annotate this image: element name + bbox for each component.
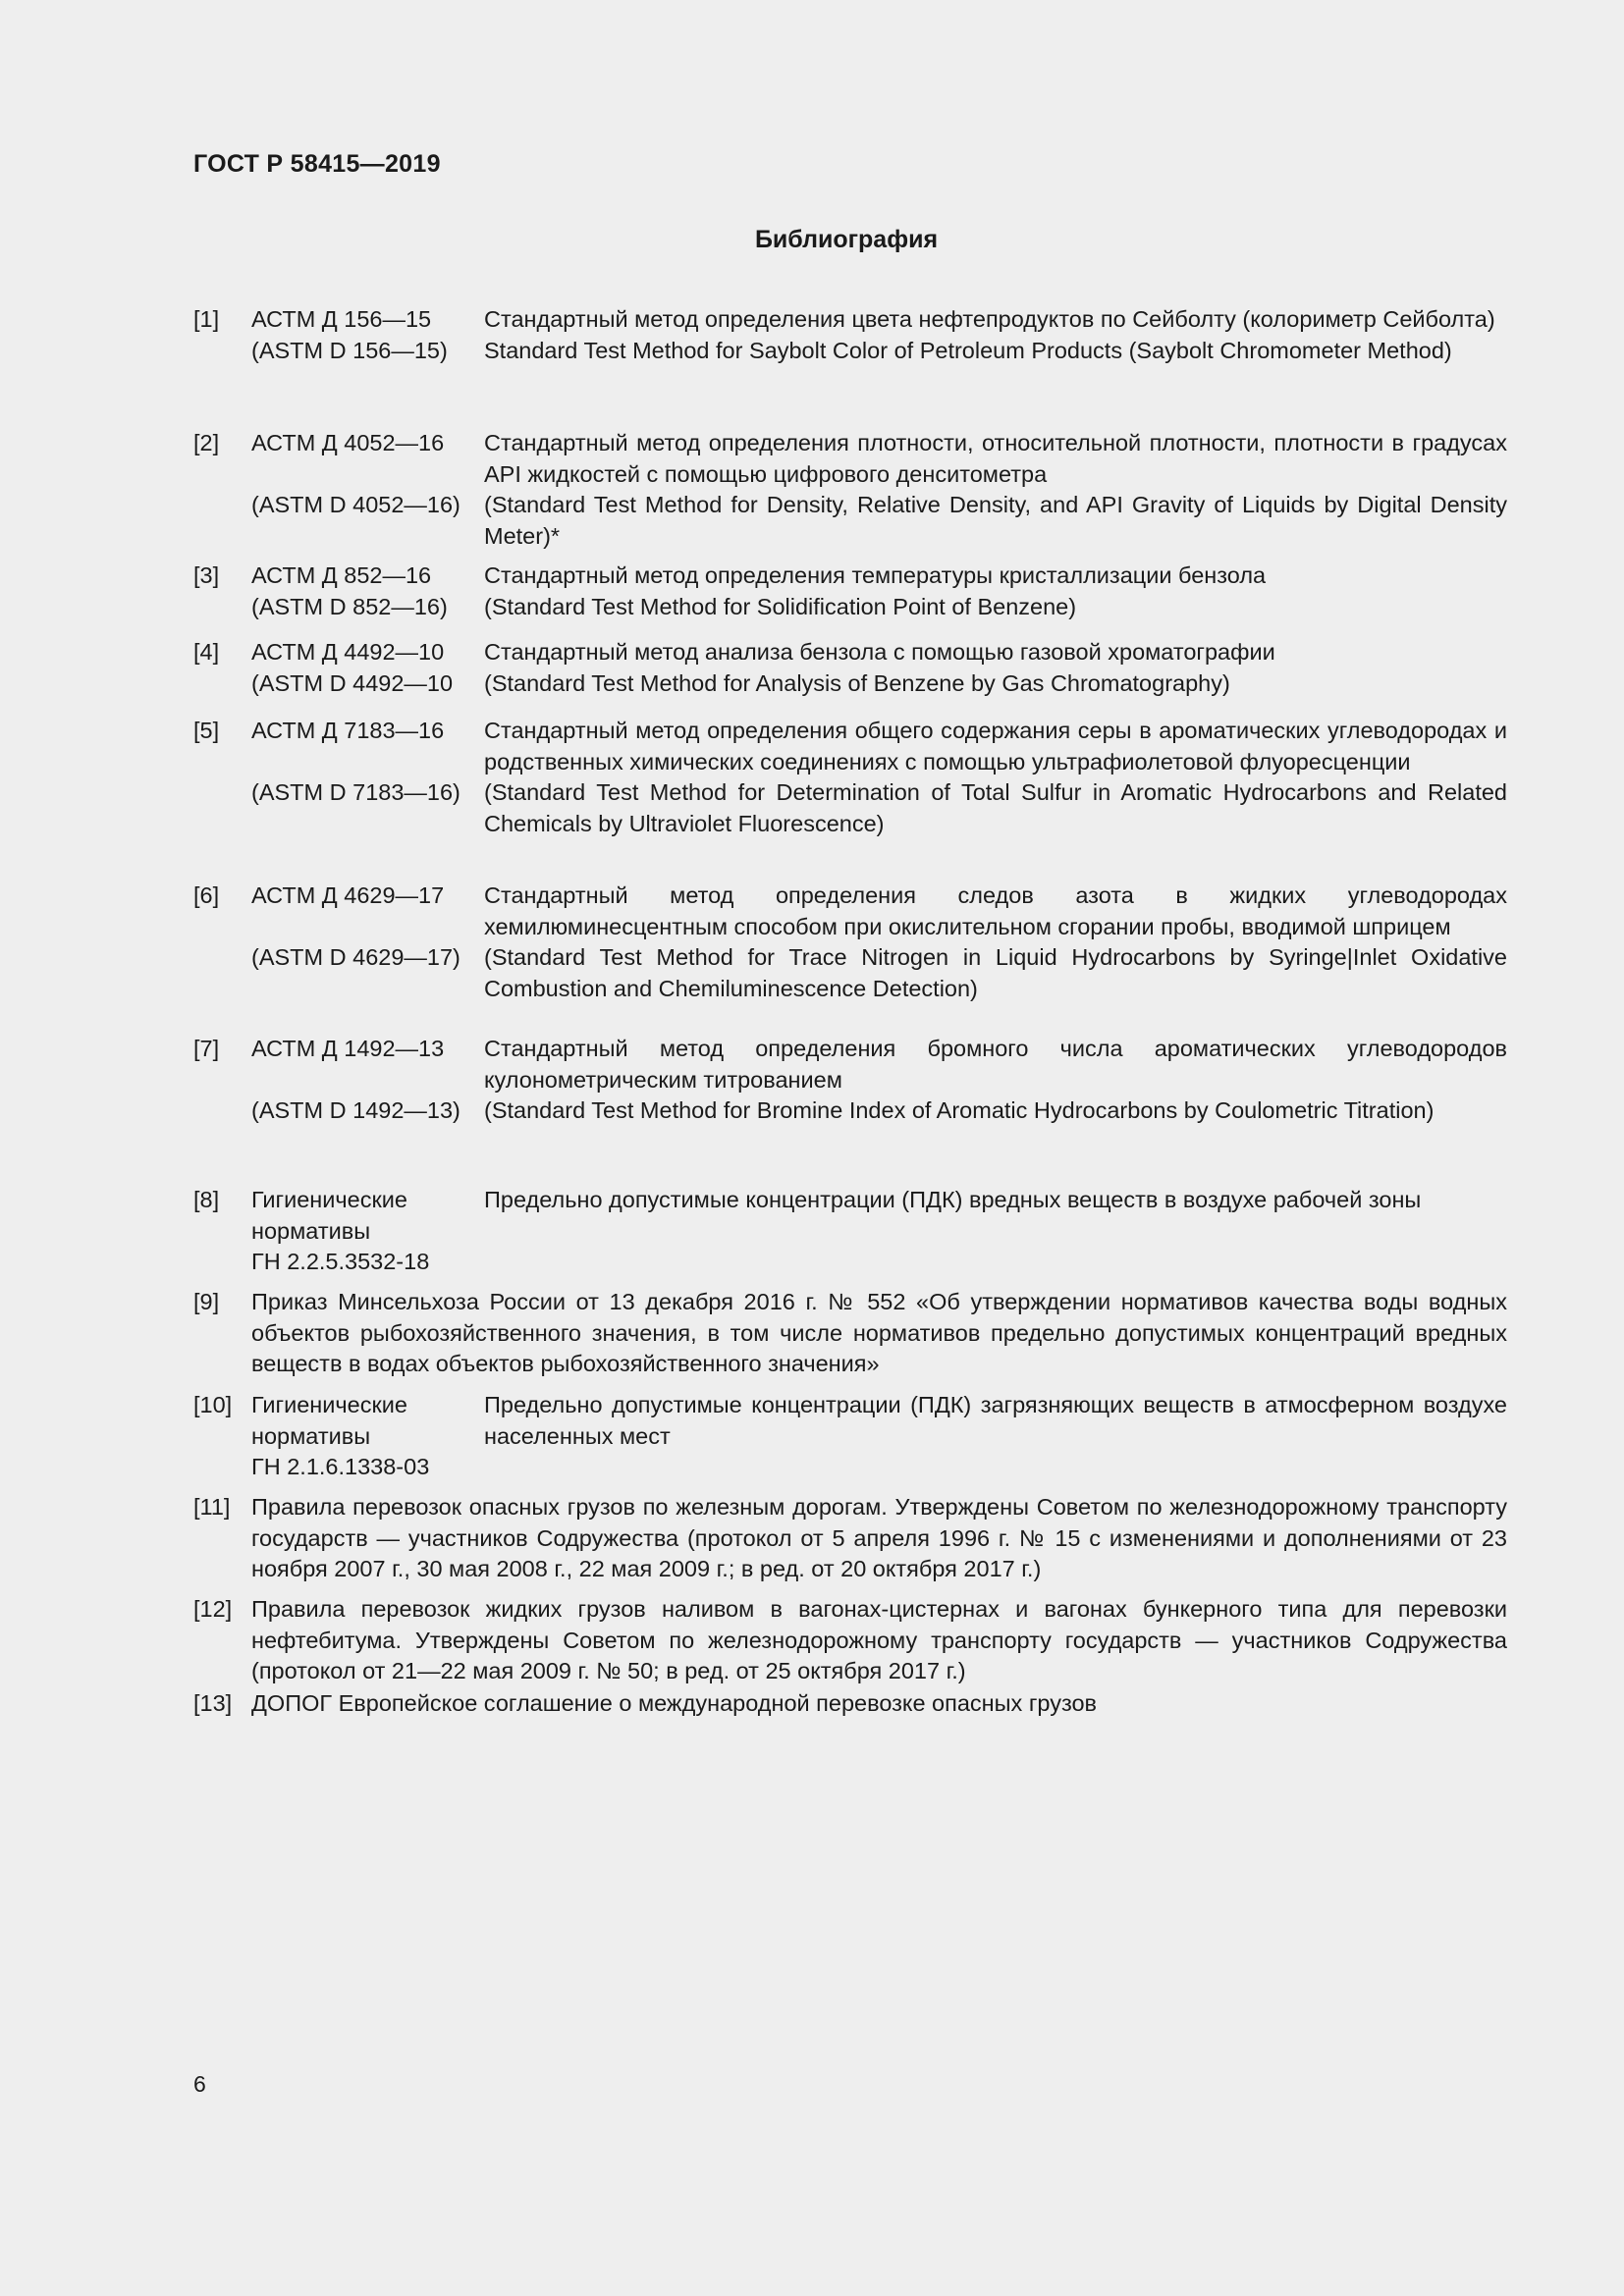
entry-code-en: (ASTM D 4052—16) [251,492,460,517]
entry-description-ru: Стандартный метод определения температуры кристаллизации бензола [484,562,1267,588]
entry-row-en [193,490,1507,552]
bibliography-entry-7 [193,1034,1507,1127]
entry-code-en: (ASTM D 7183—16) [251,779,460,805]
entry-description: Предельно допустимые концентрации (ПДК) загрязняющих веществ в атмосферном воздухе населенных мест [484,1392,1507,1449]
entry-number: [4] [193,639,220,665]
entry-code-ru: АСТМ Д 1492—13 [251,1036,445,1061]
bibliography-entry-4 [193,637,1507,699]
entry-text: Приказ Минсельхоза России от 13 декабря 2016 г. № 552 «Об утверждении нормативов качества воды водных объектов рыбохозяйственного значения, в том числе нормативов предельно допустимых концентраций вредных веществ в водах объектов рыбохозяйственного значения» [251,1289,1507,1376]
entry-description-en: (Standard Test Method for Solidification Point of Benzene) [484,593,1077,619]
entry-number: [6] [193,882,220,908]
entry-row [193,1688,1507,1720]
entry-code-ru: АСТМ Д 4629—17 [251,882,445,908]
bibliography-entry-2 [193,428,1507,552]
entry-number: [3] [193,562,220,588]
entry-code-line: Гигиенические [251,1187,407,1212]
entry-description-en: (Standard Test Method for Bromine Index of Aromatic Hydrocarbons by Coulometric Titration) [484,1097,1435,1123]
entry-description-en: (Standard Test Method for Trace Nitrogen in Liquid Hydrocarbons by Syringe|Inlet Oxidative Combustion and Chemiluminescence Detection) [484,944,1507,1001]
entry-row-ru [193,716,1507,777]
entry-number: [5] [193,718,220,743]
entry-description-ru: Стандартный метод определения общего содержания серы в ароматических углеводородах и родственных химических соединениях с помощью ультрафиолетовой флуоресценции [484,718,1507,774]
entry-description-ru: Стандартный метод анализа бензола с помощью газовой хроматографии [484,639,1275,665]
bibliography-entry-3 [193,561,1507,622]
document-id: ГОСТ Р 58415—2019 [193,150,441,178]
entry-code-en: (ASTM D 156—15) [251,337,448,363]
entry-row-en [193,942,1507,1004]
entry-number: [9] [193,1289,220,1314]
entry-row [193,1594,1507,1687]
entry-description-en: Standard Test Method for Saybolt Color of Petroleum Products (Saybolt Chromometer Method) [484,337,1452,363]
entry-code-en: (ASTM D 4629—17) [251,944,460,970]
entry-row-ru [193,561,1507,592]
entry-row-ru [193,637,1507,668]
entry-code-line: нормативы [251,1217,371,1244]
entry-row-en [193,1095,1507,1127]
page-number: 6 [193,2071,206,2097]
entry-description-ru: Стандартный метод определения следов азота в жидких углеводородах хемилюминесцентным способом при окислительном сгорании пробы, вводимой шприцем [484,882,1507,939]
entry-row [193,1287,1507,1380]
entry-row-en [193,336,1507,367]
entry-code-ru: АСТМ Д 4492—10 [251,639,445,665]
entry-description-ru: Стандартный метод определения бромного числа ароматических углеводородов кулонометрическим титрованием [484,1036,1507,1093]
entry-code-block [251,1185,429,1278]
bibliography-entry-12 [193,1594,1507,1687]
entry-row-ru [193,1034,1507,1095]
entry-row-ru [193,304,1507,336]
entry-code-block [251,1390,429,1483]
entry-number: [11] [193,1494,231,1520]
entry-text: ДОПОГ Европейское соглашение о международной перевозке опасных грузов [251,1690,1098,1716]
entry-code-ru: АСТМ Д 7183—16 [251,718,445,743]
entry-row-ru [193,881,1507,942]
entry-description: Предельно допустимые концентрации (ПДК) вредных веществ в воздухе рабочей зоны [484,1187,1422,1212]
entry-code-line: Гигиенические [251,1392,407,1417]
entry-code-en: (ASTM D 4492—10 [251,669,454,696]
entry-row [193,1492,1507,1585]
bibliography-entry-1 [193,304,1507,366]
entry-description-ru: Стандартный метод определения плотности, относительной плотности, плотности в градусах API жидкостей с помощью цифрового денситометра [484,430,1507,487]
entry-description-en: (Standard Test Method for Density, Relative Density, and API Gravity of Liquids by Digital Density Meter)* [484,492,1507,549]
entry-number: [12] [193,1596,233,1622]
entry-row [193,1185,1507,1278]
entry-text: Правила перевозок опасных грузов по железным дорогам. Утверждены Советом по железнодорожному транспорту государств — участников Содружества (протокол от 5 апреля 1996 г. № 15 с изменениями и дополнениями от 23 ноября 2007 г., 30 мая 2008 г., 22 мая 2009 г.; в ред. от 20 октября 2017 г.) [251,1494,1507,1581]
entry-description-ru: Стандартный метод определения цвета нефтепродуктов по Сейболту (колориметр Сейболта) [484,306,1495,332]
bibliography-entry-5 [193,716,1507,839]
entry-number: [1] [193,306,220,332]
entry-row-en [193,592,1507,623]
entry-number: [8] [193,1187,220,1212]
entry-code-ru: АСТМ Д 852—16 [251,562,432,588]
bibliography-entry-11 [193,1492,1507,1585]
entry-code-ru: АСТМ Д 156—15 [251,306,432,332]
bibliography-entry-9 [193,1287,1507,1380]
entry-code-line: ГН 2.1.6.1338-03 [251,1454,430,1479]
entry-code-line: ГН 2.2.5.3532-18 [251,1249,430,1274]
entry-row-en [193,777,1507,839]
entry-number: [2] [193,430,220,455]
entry-number: [10] [193,1392,233,1417]
entry-description-en: (Standard Test Method for Analysis of Benzene by Gas Chromatography) [484,669,1230,696]
bibliography-entry-13 [193,1688,1507,1720]
entry-number: [7] [193,1036,220,1061]
entry-row-ru [193,428,1507,490]
entry-text: Правила перевозок жидких грузов наливом в вагонах-цистернах и вагонах бункерного типа для перевозки нефтебитума. Утверждены Советом по железнодорожному транспорту государств — участников Содружества (протокол от 21—22 мая 2009 г. № 50; в ред. от 25 октября 2017 г.) [251,1596,1507,1683]
page-title: Библиография [754,226,939,253]
entry-code-en: (ASTM D 1492—13) [251,1097,460,1123]
bibliography-entry-6 [193,881,1507,1004]
entry-row [193,1390,1507,1483]
entry-code-ru: АСТМ Д 4052—16 [251,430,445,455]
entry-code-line: нормативы [251,1422,371,1449]
bibliography-entry-8 [193,1185,1507,1278]
entry-description-en: (Standard Test Method for Determination of Total Sulfur in Aromatic Hydrocarbons and Related Chemicals by Ultraviolet Fluorescence) [484,779,1507,836]
entry-number: [13] [193,1690,233,1716]
bibliography-entry-10 [193,1390,1507,1483]
entry-row-en [193,668,1507,700]
entry-code-en: (ASTM D 852—16) [251,593,448,619]
